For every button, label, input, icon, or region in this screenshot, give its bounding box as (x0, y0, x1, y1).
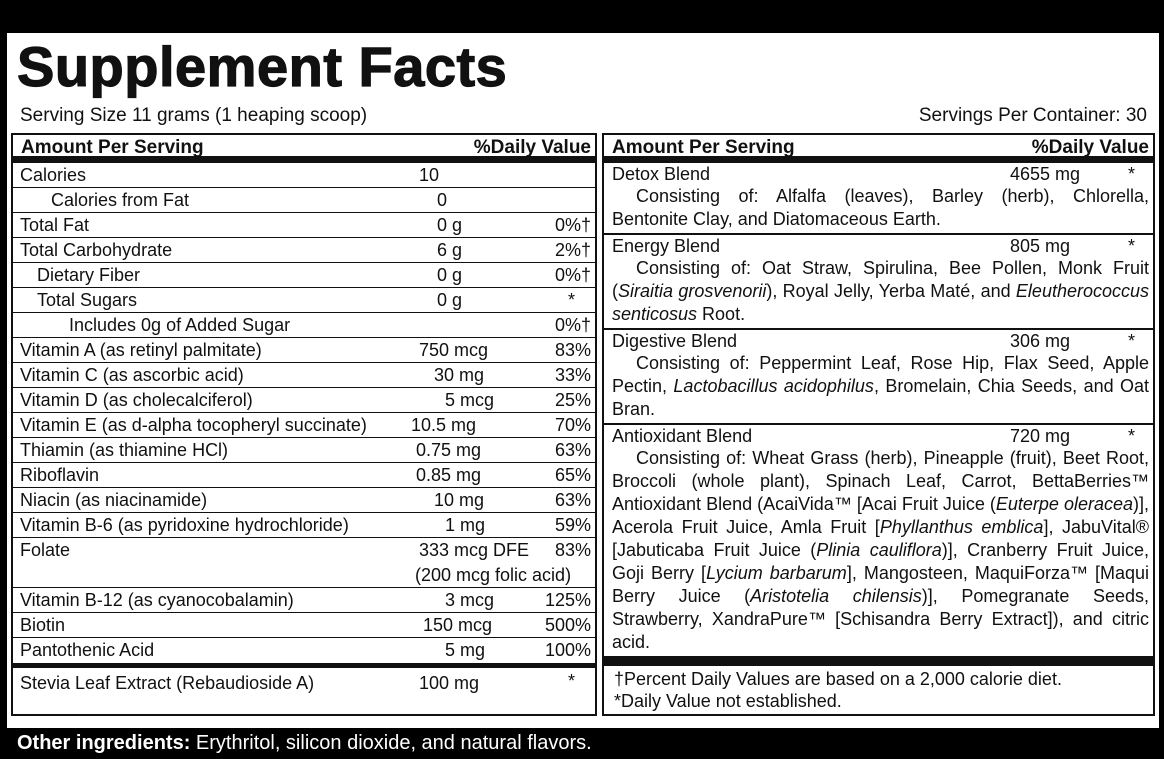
servings-per-container: Servings Per Container: 30 (918, 105, 1147, 126)
blend-energy (604, 235, 1153, 330)
nutrient-name: Includes 0g of Added Sugar (69, 315, 291, 335)
nutrient-amount: 750 mcg (419, 340, 489, 360)
table-row (13, 363, 595, 388)
nutrient-amount: 10.5 mg (411, 415, 477, 435)
blend-amount: 4655 mg (1010, 164, 1081, 184)
blend-daily-value: * (1127, 426, 1135, 446)
table-row (13, 338, 595, 363)
table-row (13, 463, 595, 488)
nutrient-daily-value: 0%† (554, 215, 591, 235)
footnote-daily-values: †Percent Daily Values are based on a 2,000 calorie diet. (614, 669, 1062, 689)
nutrient-name: Total Carbohydrate (20, 240, 173, 260)
nutrient-name: Niacin (as niacinamide) (20, 490, 208, 510)
blends-table (602, 133, 1155, 716)
nutrient-amount: 150 mcg (423, 615, 493, 635)
nutrient-daily-value: 25% (554, 390, 591, 410)
nutrient-name: Vitamin E (as d-alpha tocopheryl succinate) (20, 415, 367, 435)
other-ingredients (17, 731, 592, 755)
nutrient-daily-value: 63% (554, 490, 591, 510)
other-ingredients-text: Erythritol, silicon dioxide, and natural flavors. (190, 732, 592, 754)
table-row (13, 668, 595, 698)
blend-daily-value: * (1127, 164, 1135, 184)
blend-ingredients: Consisting of: Oat Straw, Spirulina, Bee Pollen, Monk Fruit (Siraitia grosvenorii), Royal Jelly, Yerba Maté, and Eleutherococcus senticosus Root. (612, 258, 1149, 324)
nutrient-amount: 0 (437, 190, 448, 210)
nutrient-name: Total Fat (20, 215, 90, 235)
nutrient-amount: 333 mcg DFE (419, 540, 530, 560)
table-row (13, 288, 595, 313)
blend-digestive (604, 330, 1153, 425)
nutrient-daily-value: 83% (554, 340, 591, 360)
nutrients-table (11, 133, 597, 716)
nutrient-amount: 100 mg (419, 673, 480, 693)
blend-amount: 805 mg (1010, 236, 1071, 256)
nutrient-name: Dietary Fiber (37, 265, 141, 285)
nutrient-daily-value: 100% (544, 640, 591, 660)
nutrient-amount: 0 g (437, 290, 463, 310)
nutrient-daily-value: 2%† (554, 240, 591, 260)
nutrient-daily-value: 125% (544, 590, 591, 610)
table-row (13, 213, 595, 238)
nutrient-amount: 0 g (437, 215, 463, 235)
nutrient-amount: 5 mcg (445, 390, 495, 410)
serving-size: Serving Size 11 grams (1 heaping scoop) (20, 105, 368, 126)
nutrient-amount: 6 g (437, 240, 463, 260)
table-row (13, 388, 595, 413)
blend-name: Antioxidant Blend (612, 426, 753, 446)
table-row (13, 638, 595, 668)
blend-amount: 720 mg (1010, 426, 1071, 446)
nutrient-name: Pantothenic Acid (20, 640, 155, 660)
nutrient-daily-value: * (567, 290, 575, 310)
page-title: Supplement Facts (17, 35, 508, 98)
nutrient-name: Riboflavin (20, 465, 100, 485)
nutrient-name: Vitamin B-6 (as pyridoxine hydrochloride) (20, 515, 349, 535)
blend-ingredients: Consisting of: Alfalfa (leaves), Barley (herb), Chlorella, Bentonite Clay, and Diatomaceous Earth. (612, 186, 1149, 229)
blend-antioxidant (604, 425, 1153, 666)
daily-value-header: %Daily Value (1031, 137, 1149, 158)
amount-per-serving-header: Amount Per Serving (21, 137, 204, 158)
nutrient-name: Vitamin B-12 (as cyanocobalamin) (20, 590, 294, 610)
footnote-not-established: *Daily Value not established. (614, 691, 842, 711)
table-row (13, 613, 595, 638)
other-ingredients-label: Other ingredients: (17, 732, 191, 754)
blend-name: Detox Blend (612, 164, 711, 184)
nutrient-amount: 3 mcg (445, 590, 495, 610)
table-header (604, 135, 1153, 163)
nutrient-amount: 0.75 mg (416, 440, 482, 460)
nutrient-daily-value: 0%† (554, 265, 591, 285)
amount-per-serving-header: Amount Per Serving (612, 137, 795, 158)
nutrient-daily-value: * (567, 671, 575, 691)
nutrient-daily-value: 63% (554, 440, 591, 460)
table-row (13, 238, 595, 263)
nutrient-daily-value: 70% (554, 415, 591, 435)
nutrient-daily-value: 33% (554, 365, 591, 385)
table-row (13, 413, 595, 438)
table-row (13, 513, 595, 538)
nutrient-daily-value: 0%† (554, 315, 591, 335)
nutrient-name: Total Sugars (37, 290, 138, 310)
table-header (13, 135, 595, 163)
daily-value-header: %Daily Value (473, 137, 591, 158)
table-row (13, 588, 595, 613)
blend-name: Energy Blend (612, 236, 721, 256)
blend-daily-value: * (1127, 331, 1135, 351)
table-row (13, 163, 595, 188)
supplement-facts-panel (7, 33, 1159, 728)
nutrient-name: Thiamin (as thiamine HCl) (20, 440, 229, 460)
nutrient-name: Biotin (20, 615, 66, 635)
nutrient-amount: 10 (419, 165, 440, 185)
blend-amount: 306 mg (1010, 331, 1071, 351)
table-row (13, 313, 595, 338)
nutrient-name: Vitamin A (as retinyl palmitate) (20, 340, 262, 360)
blend-ingredients: Consisting of: Peppermint Leaf, Rose Hip, Flax Seed, Apple Pectin, Lactobacillus acidophilus, Bromelain, Chia Seeds, and Oat Bran. (612, 353, 1150, 419)
blend-detox (604, 163, 1153, 235)
nutrient-name: Vitamin D (as cholecalciferol) (20, 390, 253, 410)
table-row (13, 438, 595, 463)
table-row (13, 188, 595, 213)
nutrient-name: Vitamin C (as ascorbic acid) (20, 365, 244, 385)
blend-ingredients: Consisting of: Wheat Grass (herb), Pineapple (fruit), Beet Root, Broccoli (whole plant), Spinach Leaf, Carrot, BettaBerries™ Antioxidant Blend (AcaiVida™ [Acai Fruit Juice (Euterpe oleracea)], Acerola Fruit Juice, Amla Fruit [Phyllanthus emblica], JabuVital® [Jabuticaba Fruit Juice (Plinia cauliflora)], Cranberry Fruit Juice, Goji Berry [Lycium barbarum], Mangosteen, MaquiForza™ [Maqui Berry Juice (Aristotelia chilensis)], Pomegranate Seeds, Strawberry, XandraPure™ [Schisandra Berry Extract]), and citric acid. (612, 448, 1150, 652)
nutrient-amount: 1 mg (445, 515, 486, 535)
table-row (13, 538, 595, 588)
nutrient-name: Stevia Leaf Extract (Rebaudioside A) (20, 673, 315, 693)
nutrient-name: Calories (20, 165, 87, 185)
nutrient-amount: 10 mg (434, 490, 485, 510)
nutrient-daily-value: 83% (554, 540, 591, 560)
nutrient-amount: 5 mg (445, 640, 486, 660)
table-row (13, 263, 595, 288)
nutrient-daily-value: 500% (544, 615, 591, 635)
blend-daily-value: * (1127, 236, 1135, 256)
nutrient-amount: 0 g (437, 265, 463, 285)
nutrient-name: Folate (20, 540, 71, 560)
nutrient-amount: 0.85 mg (416, 465, 482, 485)
table-row (13, 488, 595, 513)
nutrient-daily-value: 65% (554, 465, 591, 485)
nutrient-name: Calories from Fat (51, 190, 190, 210)
nutrient-daily-value: 59% (554, 515, 591, 535)
nutrient-amount: 30 mg (434, 365, 485, 385)
nutrient-amount-detail: (200 mcg folic acid) (415, 565, 572, 585)
blend-name: Digestive Blend (612, 331, 738, 351)
